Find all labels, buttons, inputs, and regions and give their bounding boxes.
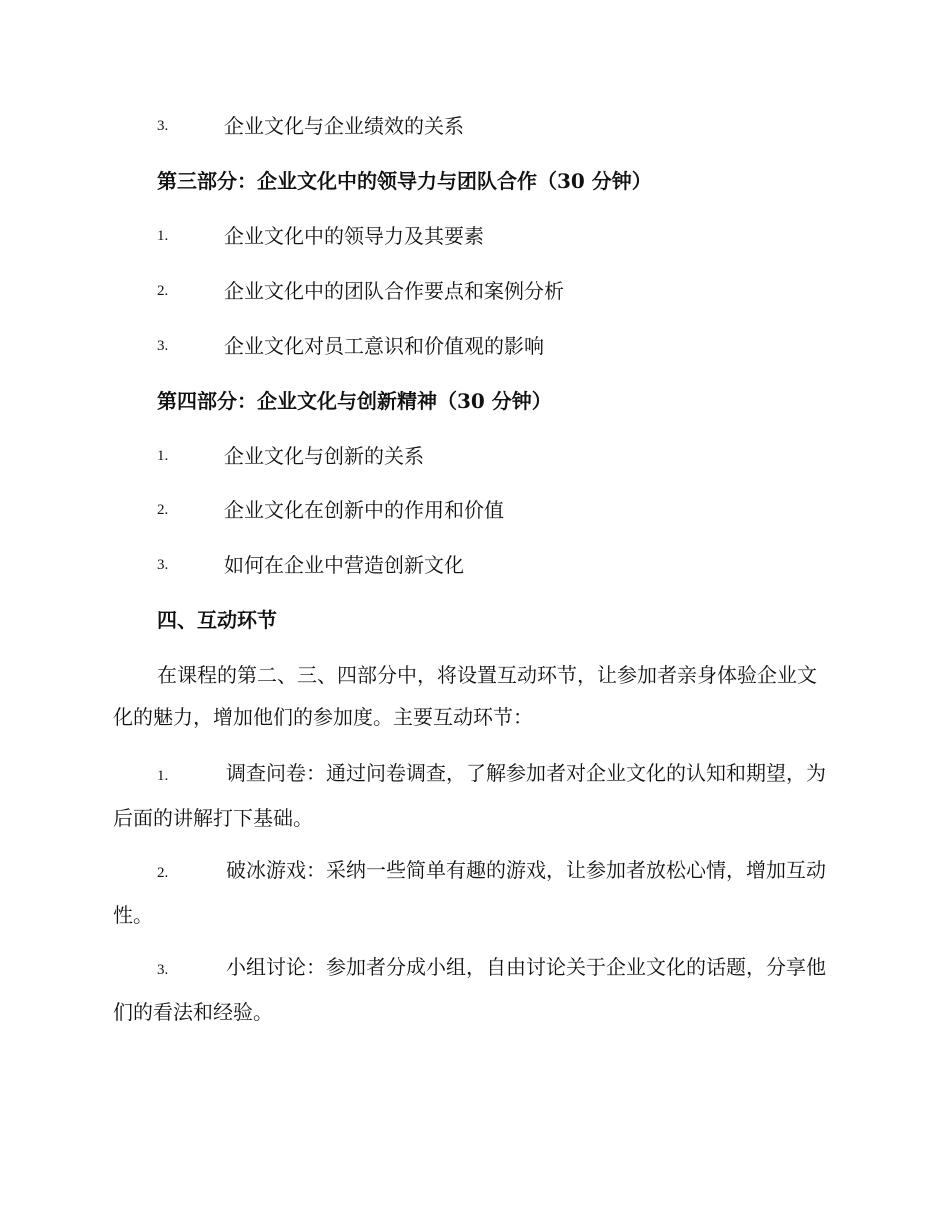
list-item-text: 破冰游戏：采纳一些简单有趣的游戏，让参加者放松心情，增加互动性。 xyxy=(113,858,826,927)
list-item-text: 调查问卷：通过问卷调查，了解参加者对企业文化的认知和期望，为后面的讲解打下基础。 xyxy=(113,761,826,830)
section4-heading: 四、互动环节 xyxy=(157,608,277,632)
list-item-text: 企业文化在创新中的作用和价值 xyxy=(224,498,504,522)
list-item-number: 1. xyxy=(157,448,169,464)
list-item-number: 3. xyxy=(157,338,169,354)
list-item-text: 企业文化与创新的关系 xyxy=(224,444,424,468)
list-item-number: 3. xyxy=(157,557,169,573)
list-item-text: 企业文化对员工意识和价值观的影响 xyxy=(224,334,544,358)
list-item-text: 企业文化中的领导力及其要素 xyxy=(224,224,484,248)
list-item-text: 企业文化与企业绩效的关系 xyxy=(224,114,464,138)
list-item-number: 2. xyxy=(157,283,169,299)
list-item-number: 2. xyxy=(157,865,169,881)
interaction-item xyxy=(113,849,835,936)
list-item-number: 3. xyxy=(157,962,169,978)
list-item-number: 3. xyxy=(157,118,169,134)
part3-heading: 第三部分：企业文化中的领导力与团队合作（30 分钟） xyxy=(157,169,652,193)
list-item-text: 企业文化中的团队合作要点和案例分析 xyxy=(224,279,564,303)
list-item-number: 1. xyxy=(157,228,169,244)
interaction-item xyxy=(113,752,835,839)
part4-heading: 第四部分：企业文化与创新精神（30 分钟） xyxy=(157,389,552,413)
list-item-number: 2. xyxy=(157,502,169,518)
list-item-text: 如何在企业中营造创新文化 xyxy=(224,553,464,577)
list-item-text: 小组讨论：参加者分成小组，自由讨论关于企业文化的话题，分享他们的看法和经验。 xyxy=(113,955,826,1024)
interaction-item xyxy=(113,946,835,1033)
section4-intro-paragraph xyxy=(113,654,835,738)
section4-intro-text: 在课程的第二、三、四部分中，将设置互动环节，让参加者亲身体验企业文化的魅力，增加他们的参加度。主要互动环节： xyxy=(113,663,817,729)
list-item-number: 1. xyxy=(157,768,169,784)
